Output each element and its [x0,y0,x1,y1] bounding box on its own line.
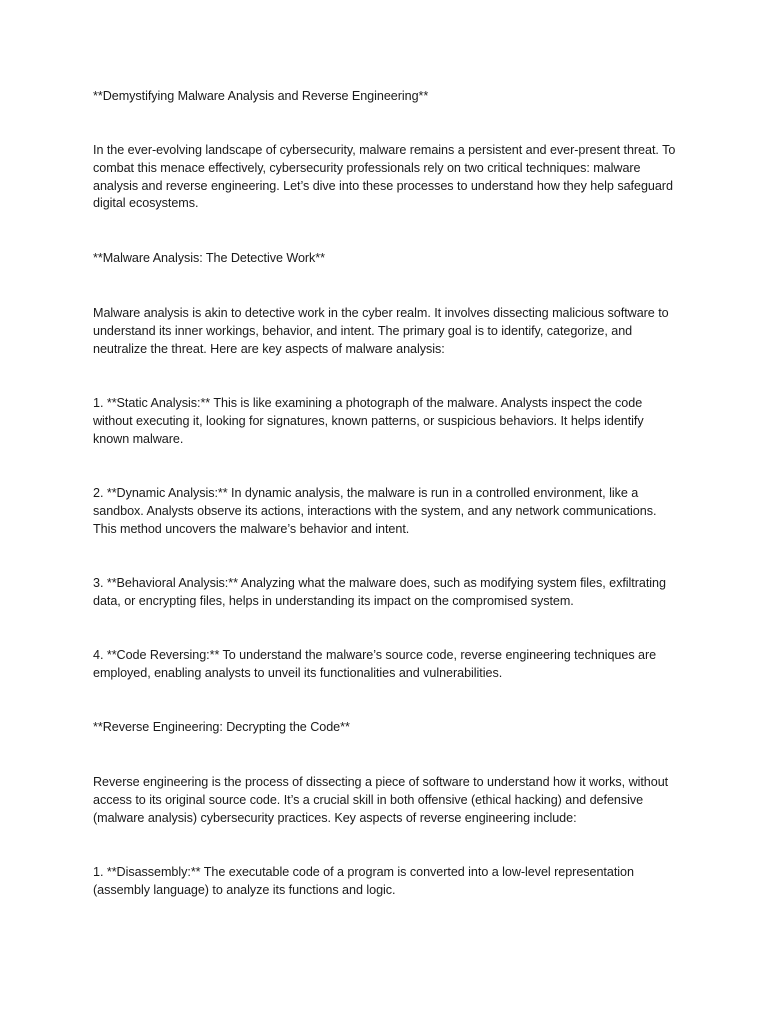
list-item-disassembly: 1. **Disassembly:** The executable code of a program is converted into a low-level representation (assembly language) to analyze its functions and logic. [93,865,634,897]
list-item-static-analysis: 1. **Static Analysis:** This is like examining a photograph of the malware. Analysts inspect the code without executing it, looking for signatures, known patterns, or suspicious behaviors. It helps identify known malware. [93,396,644,446]
list-item-code-reversing: 4. **Code Reversing:** To understand the malware’s source code, reverse engineering techniques are employed, enabling analysts to unveil its functionalities and vulnerabilities. [93,648,657,680]
malware-analysis-intro: Malware analysis is akin to detective work in the cyber realm. It involves dissecting malicious software to understand its inner workings, behavior, and intent. The primary goal is to identify, categorize, and neutralize the threat. Here are key aspects of malware analysis: [93,306,669,356]
intro-paragraph: In the ever-evolving landscape of cybersecurity, malware remains a persistent and ever-present threat. To combat this menace effectively, cybersecurity professionals rely on two critical techniques: malware analysis and reverse engineering. Let’s dive into these processes to understand how they help safeguard digital ecosystems. [93,143,676,211]
section-heading-reverse-engineering: **Reverse Engineering: Decrypting the Code** [93,720,350,734]
section-heading-malware-analysis: **Malware Analysis: The Detective Work** [93,251,326,265]
document-title: **Demystifying Malware Analysis and Reverse Engineering** [93,89,429,103]
reverse-engineering-intro: Reverse engineering is the process of dissecting a piece of software to understand how it works, without access to its original source code. It’s a crucial skill in both offensive (ethical hacking) and defensive (malware analysis) cybersecurity practices. Key aspects of reverse engineering include: [93,775,669,825]
list-item-behavioral-analysis: 3. **Behavioral Analysis:** Analyzing what the malware does, such as modifying system files, exfiltrating data, or encrypting files, helps in understanding its impact on the compromised system. [93,576,666,608]
list-item-dynamic-analysis: 2. **Dynamic Analysis:** In dynamic analysis, the malware is run in a controlled environment, like a sandbox. Analysts observe its actions, interactions with the system, and any network communications. This method uncovers the malware’s behavior and intent. [93,486,657,536]
